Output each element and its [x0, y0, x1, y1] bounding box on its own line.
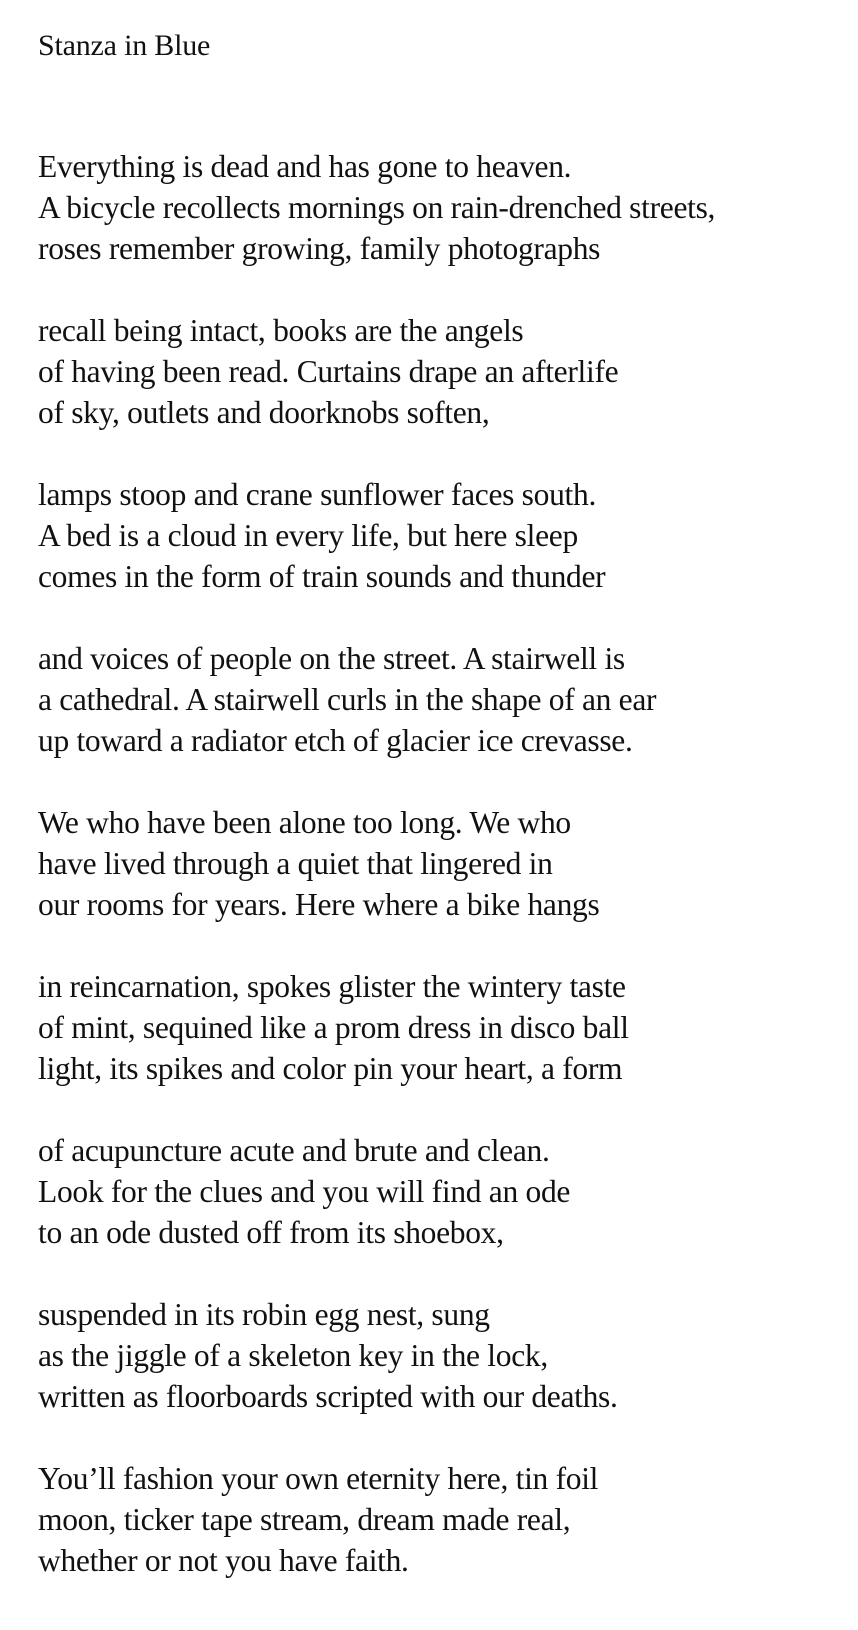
poem-line: have lived through a quiet that lingered in — [38, 846, 553, 881]
stanza-4 — [38, 638, 848, 761]
poem-line: recall being intact, books are the angels — [38, 313, 524, 348]
poem-line: of having been read. Curtains drape an afterlife — [38, 354, 619, 389]
poem-line: roses remember growing, family photographs — [38, 231, 601, 266]
poem-line: whether or not you have faith. — [38, 1543, 409, 1578]
poem-line: A bed is a cloud in every life, but here sleep — [38, 518, 578, 553]
stanza-8 — [38, 1294, 848, 1417]
poem-line: as the jiggle of a skeleton key in the lock, — [38, 1338, 548, 1373]
poem-body — [38, 146, 848, 1581]
poem-line: and voices of people on the street. A stairwell is — [38, 641, 625, 676]
poem-line: suspended in its robin egg nest, sung — [38, 1297, 490, 1332]
poem-line: We who have been alone too long. We who — [38, 805, 571, 840]
poem-line: lamps stoop and crane sunflower faces south. — [38, 477, 597, 512]
poem-line: a cathedral. A stairwell curls in the shape of an ear — [38, 682, 657, 717]
document-page — [38, 26, 848, 1622]
poem-line: light, its spikes and color pin your heart, a form — [38, 1051, 623, 1086]
poem-line: of sky, outlets and doorknobs soften, — [38, 395, 490, 430]
poem-line: written as floorboards scripted with our deaths. — [38, 1379, 618, 1414]
poem-line: moon, ticker tape stream, dream made real, — [38, 1502, 571, 1537]
poem-line: Everything is dead and has gone to heaven. — [38, 149, 572, 184]
poem-line: to an ode dusted off from its shoebox, — [38, 1215, 504, 1250]
stanza-9 — [38, 1458, 848, 1581]
stanza-2 — [38, 310, 848, 433]
poem-line: up toward a radiator etch of glacier ice crevasse. — [38, 723, 633, 758]
stanza-7 — [38, 1130, 848, 1253]
stanza-5 — [38, 802, 848, 925]
poem-line: in reincarnation, spokes glister the wintery taste — [38, 969, 626, 1004]
stanza-6 — [38, 966, 848, 1089]
poem-line: comes in the form of train sounds and thunder — [38, 559, 606, 594]
poem-line: You’ll fashion your own eternity here, tin foil — [38, 1461, 599, 1496]
poem-line: of mint, sequined like a prom dress in disco ball — [38, 1010, 629, 1045]
poem-line: Look for the clues and you will find an ode — [38, 1174, 571, 1209]
poem-title: Stanza in Blue — [38, 29, 211, 62]
stanza-1 — [38, 146, 848, 269]
poem-line: of acupuncture acute and brute and clean. — [38, 1133, 550, 1168]
poem-line: A bicycle recollects mornings on rain-drenched streets, — [38, 190, 716, 225]
poem-line: our rooms for years. Here where a bike hangs — [38, 887, 600, 922]
stanza-3 — [38, 474, 848, 597]
